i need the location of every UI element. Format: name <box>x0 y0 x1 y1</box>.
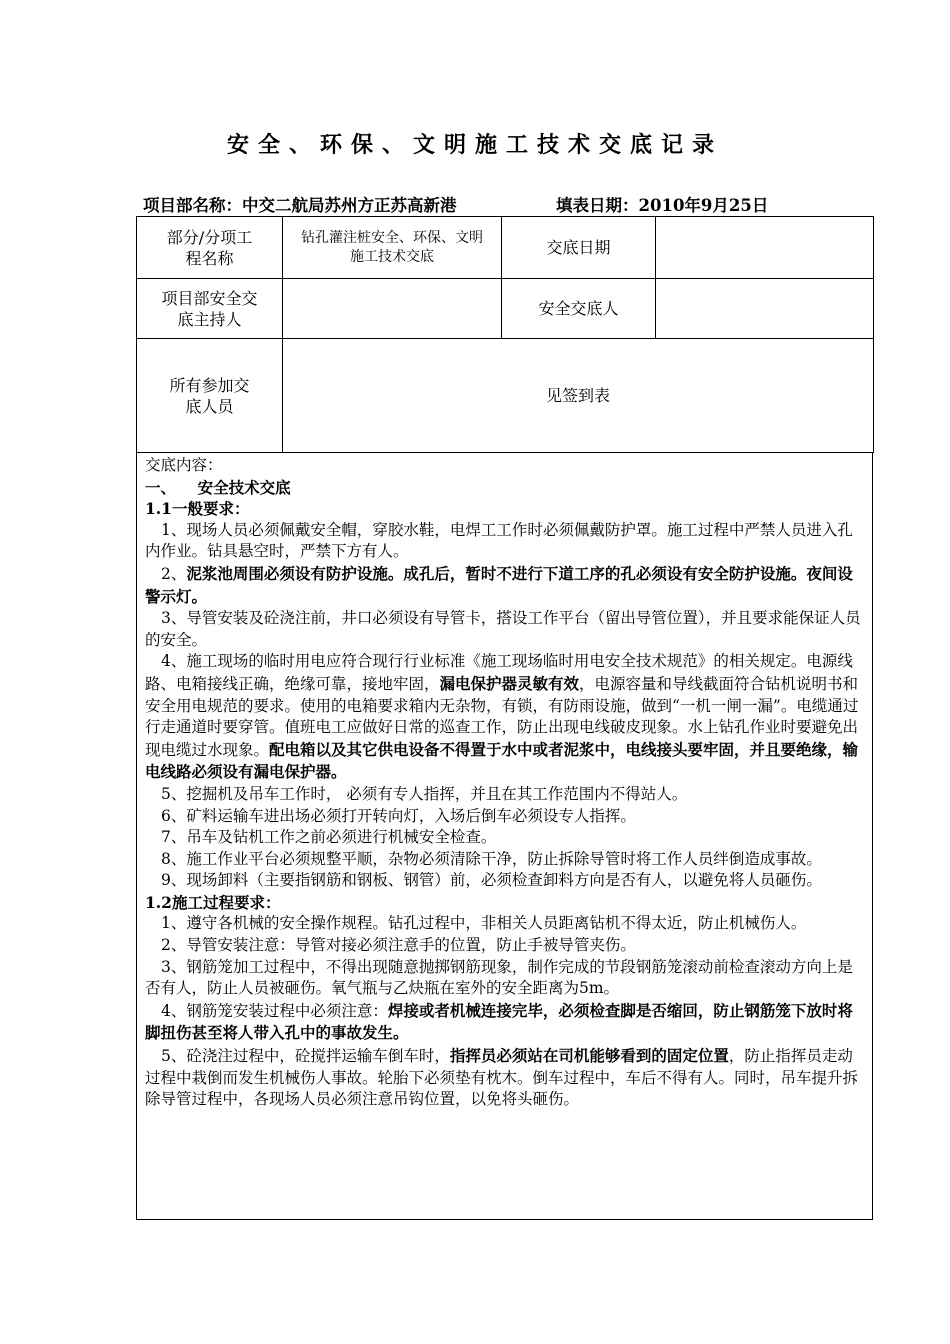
cell-presenter-value <box>656 279 874 339</box>
cell-host-label: 项目部安全交底主持人 <box>137 279 283 339</box>
process-item-5: 5、砼浇注过程中，砼搅拌运输车倒车时，指挥员必须站在司机能够看到的固定位置，防止指挥员走动过程中栽倒而发生机械伤人事故。轮胎下必须垫有枕木。倒车过程中，车后不得有人。同时，吊车提升拆除导管过程中，各现场人员必须注意吊钩位置，以免将头砸伤。 <box>145 1046 859 1109</box>
cell-host-value <box>283 279 502 339</box>
general-item-2: 2、泥浆池周围必须设有防护设施。成孔后，暂时不进行下道工序的孔必须设有安全防护设施。夜间设警示灯。 <box>145 563 853 606</box>
general-item-1: 1、现场人员必须佩戴安全帽，穿胶水鞋，电焊工工作时必须佩戴防护罩。施工过程中严禁人员进入孔内作业。钻具悬空时，严禁下方有人。 <box>145 520 853 561</box>
general-item-9: 9、现场卸料（主要指钢筋和钢板、钢管）前，必须检查卸料方向是否有人，以避免将人员砸伤。 <box>161 871 822 890</box>
meta-line <box>143 192 903 216</box>
cell-attendees-value: 见签到表 <box>283 339 874 453</box>
cell-date-value <box>656 217 874 279</box>
content-heading: 交底内容： <box>145 456 223 474</box>
cell-part-value: 钻孔灌注桩安全、环保、文明施工技术交底 <box>283 217 502 279</box>
general-item-7: 7、吊车及钻机工作之前必须进行机械安全检查。 <box>161 828 497 847</box>
process-item-1: 1、遵守各机械的安全操作规程。钻孔过程中，非相关人员距离钻机不得太近，防止机械伤人。 <box>161 914 807 933</box>
general-item-8: 8、施工作业平台必须规整平顺，杂物必须清除干净，防止拆除导管时将工作人员绊倒造成事故。 <box>161 849 822 868</box>
section-safety: 一、 安全技术交底 <box>145 477 291 497</box>
process-item-3: 3、钢筋笼加工过程中，不得出现随意抛掷钢筋现象，制作完成的节段钢筋笼滚动前检查滚动方向上是否有人，防止人员被砸伤。氧气瓶与乙炔瓶在室外的安全距离为5m。 <box>145 957 853 998</box>
subsection-general: 1.1一般要求： <box>145 499 250 519</box>
general-item-6: 6、矿料运输车进出场必须打开转向灯，入场后倒车必须设专人指挥。 <box>161 806 636 825</box>
subsection-process: 1.2施工过程要求： <box>145 892 281 912</box>
general-item-5: 5、挖掘机及吊车工作时， 必须有专人指挥，并且在其工作范围内不得站人。 <box>161 784 688 803</box>
cell-date-label: 交底日期 <box>502 217 656 279</box>
fill-date: 填表日期：2010年9月25日 <box>556 196 769 215</box>
cell-attendees-label: 所有参加交底人员 <box>137 339 283 453</box>
process-item-2: 2、导管安装注意：导管对接必须注意手的位置，防止手被导管夹伤。 <box>161 936 636 955</box>
process-item-4: 4、钢筋笼安装过程中必须注意：焊接或者机械连接完毕，必须检查脚是否缩回，防止钢筋笼下放时将脚扭伤甚至将人带入孔中的事故发生。 <box>145 1000 853 1043</box>
briefing-content <box>136 452 873 1220</box>
general-item-3: 3、导管安装及砼浇注前，井口必须设有导管卡，搭设工作平台（留出导管位置），并且要求能保证人员的安全。 <box>145 609 861 649</box>
general-item-4: 4、施工现场的临时用电应符合现行行业标准《施工现场临时用电安全技术规范》的相关规定。电源线路、电箱接线正确，绝缘可靠，接地牢固，漏电保护器灵敏有效，电源容量和导线截面符合钻机说明书和安全用电规范的要求。使用的电箱要求箱内无杂物，有锁，有防雨设施，做到“一机一闸一漏”。电缆通过行走通道时要穿管。值班电工应做好日常的巡查工作，防止出现电线破皮现象。水上钻孔作业时要避免出现电缆过水现象。配电箱以及其它供电设备不得置于水中或者泥浆中，电线接头要牢固，并且要绝缘，输电线路必须设有漏电保护器。 <box>145 652 859 782</box>
project-name: 项目部名称：中交二航局苏州方正苏高新港 <box>143 196 457 215</box>
header-table <box>136 216 874 453</box>
cell-presenter-label: 安全交底人 <box>502 279 656 339</box>
document-title: 安全、环保、文明施工技术交底记录 <box>226 133 723 158</box>
cell-part-label: 部分/分项工程名称 <box>137 217 283 279</box>
